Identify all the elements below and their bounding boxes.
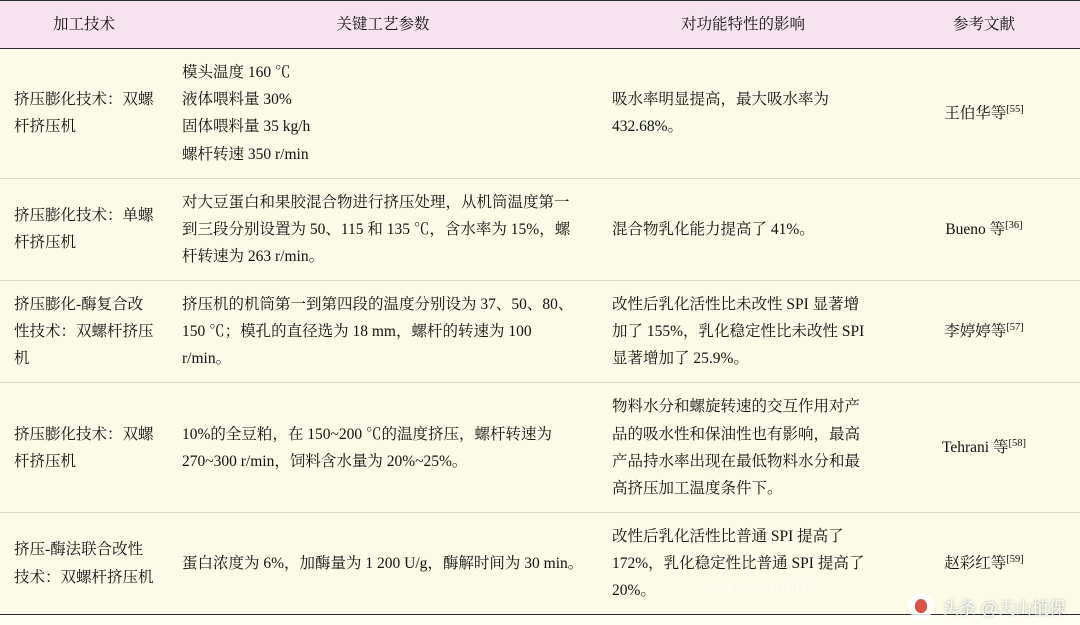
cell-parameters: 模头温度 160 ℃ 液体喂料量 30% 固体喂料量 35 kg/h 螺杆转速 350 r/min: [168, 49, 598, 179]
cell-effect: 混合物乳化能力提高了 41%。: [598, 178, 888, 280]
cell-effect: 改性后乳化活性比未改性 SPI 显著增加了 155%，乳化稳定性比未改性 SPI 显著增加了 25.9%。: [598, 281, 888, 383]
reference-superscript: [58]: [1008, 437, 1026, 449]
table-body: [0, 49, 1080, 615]
column-header-parameters: 关键工艺参数: [168, 1, 598, 49]
cell-technology: 挤压膨化技术：双螺杆挤压机: [0, 49, 168, 179]
cell-technology: 挤压-酶法联合改性技术：双螺杆挤压机: [0, 512, 168, 614]
cell-technology: 挤压膨化技术：双螺杆挤压机: [0, 383, 168, 513]
column-header-technology: 加工技术: [0, 1, 168, 49]
cell-parameters: 10%的全豆粕，在 150~200 ℃的温度挤压，螺杆转速为 270~300 r/min，饲料含水量为 20%~25%。: [168, 383, 598, 513]
watermark-ghost-text: 头条 @天山植保: [700, 579, 817, 596]
watermark-label: 头条 @天山植保: [942, 598, 1066, 618]
table-header: [0, 1, 1080, 49]
reference-name: Bueno 等: [945, 220, 1006, 238]
cell-technology: 挤压膨化-酶复合改性技术：双螺杆挤压机: [0, 281, 168, 383]
reference-superscript: [59]: [1006, 553, 1024, 565]
table-row: [0, 383, 1080, 513]
cell-reference: [888, 512, 1080, 614]
cell-reference: [888, 49, 1080, 179]
cell-reference: [888, 383, 1080, 513]
table-header-row: [0, 1, 1080, 49]
reference-name: 赵彩红等: [944, 555, 1007, 572]
cell-parameters: 对大豆蛋白和果胶混合物进行挤压处理，从机筒温度第一到三段分别设置为 50、115 和 135 ℃，含水率为 15%，螺杆转速为 263 r/min。: [168, 178, 598, 280]
reference-name: 李婷婷等: [944, 323, 1007, 341]
reference-name: Tehrani 等: [942, 439, 1009, 457]
cell-reference: [888, 281, 1080, 383]
table-row: [0, 281, 1080, 383]
cell-effect: 吸水率明显提高，最大吸水率为 432.68%。: [598, 49, 888, 179]
cell-parameters: 挤压机的机筒第一到第四段的温度分别设为 37、50、80、150 ℃；模孔的直径选为 18 mm，螺杆的转速为 100 r/min。: [168, 281, 598, 383]
reference-name: 王伯华等: [944, 104, 1007, 122]
reference-superscript: [57]: [1006, 321, 1024, 333]
cell-effect: 改性后乳化活性比普通 SPI 提高了 172%，乳化稳定性比普通 SPI 提高了 20%。: [598, 512, 888, 614]
table-row: [0, 178, 1080, 280]
cell-effect: 物料水分和螺旋转速的交互作用对产品的吸水性和保油性也有影响，最高产品持水率出现在最低物料水分和最高挤压加工温度条件下。: [598, 383, 888, 513]
reference-superscript: [55]: [1006, 103, 1024, 115]
reference-superscript: [36]: [1005, 219, 1023, 231]
table-row: [0, 512, 1080, 614]
column-header-reference: 参考文献: [888, 1, 1080, 49]
cell-reference: [888, 178, 1080, 280]
cell-parameters: 蛋白浓度为 6%，加酶量为 1 200 U/g，酶解时间为 30 min。: [168, 512, 598, 614]
column-header-effect: 对功能特性的影响: [598, 1, 888, 49]
table-row: [0, 49, 1080, 179]
cell-technology: 挤压膨化技术：单螺杆挤压机: [0, 178, 168, 280]
